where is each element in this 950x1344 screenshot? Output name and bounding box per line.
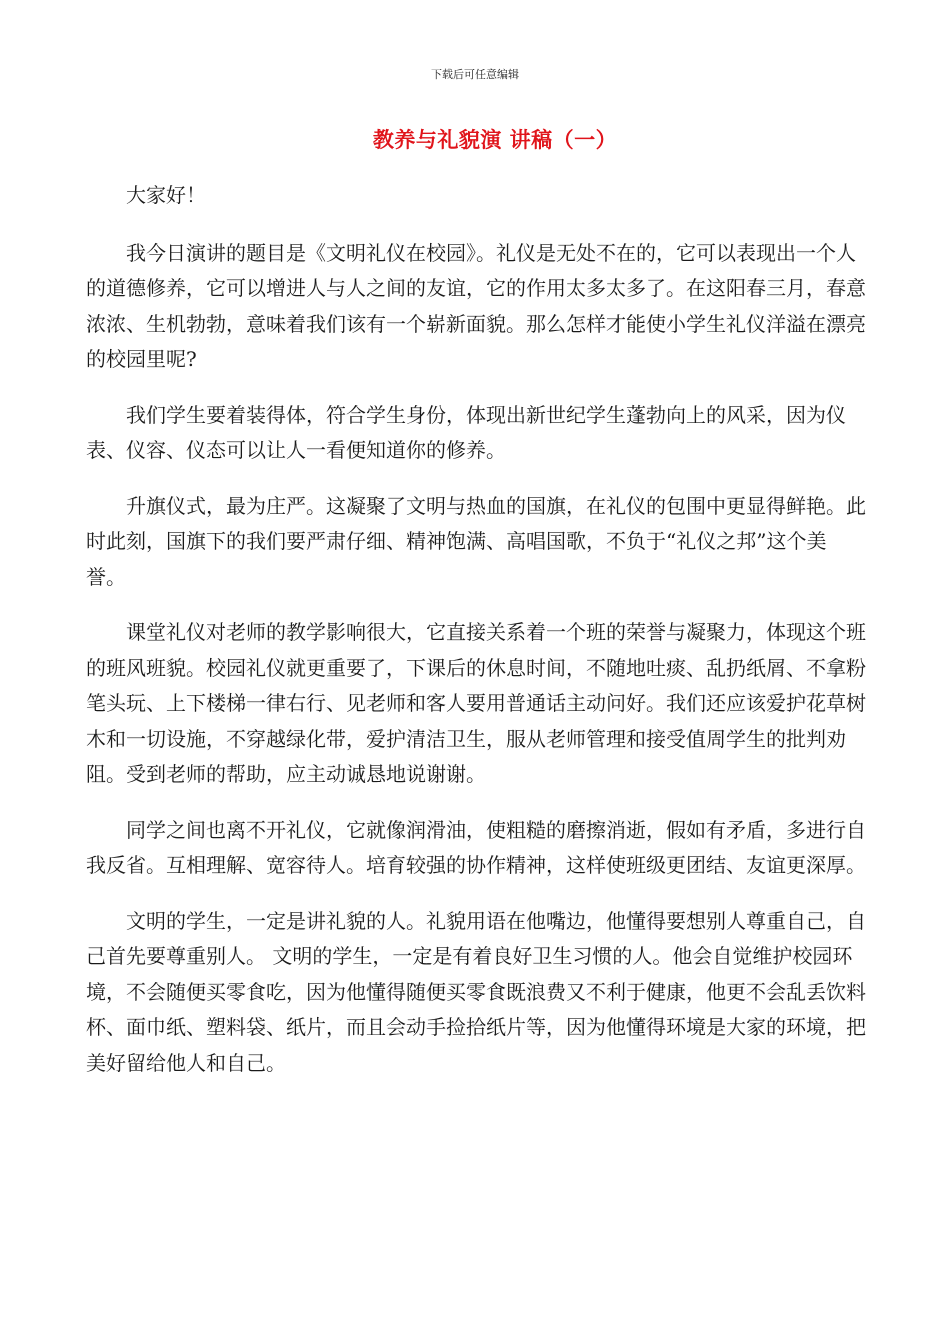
paragraph: 我们学生要着装得体，符合学生身份，体现出新世纪学生蓬勃向上的风采，因为仪表、仪容、仪态可以让人一看便知道你的修养。 <box>86 402 846 462</box>
document-body <box>86 178 866 1101</box>
document-title: 教养与礼貌演 讲稿（一） <box>372 127 618 152</box>
paragraph: 升旗仪式，最为庄严。这凝聚了文明与热血的国旗，在礼仪的包围中更显得鲜艳。此时此刻，国旗下的我们要严肃仔细、精神饱满、高唱国歌，不负于“礼仪之邦”这个美誉。 <box>86 493 866 589</box>
paragraph: 同学之间也离不开礼仪，它就像润滑油，使粗糙的磨擦消逝，假如有矛盾，多进行自我反省。互相理解、宽容待人。培育较强的协作精神，这样使班级更团结、友谊更深厚。 <box>86 817 866 877</box>
paragraph: 我今日演讲的题目是《文明礼仪在校园》。礼仪是无处不在的，它可以表现出一个人的道德修养，它可以增进人与人之间的友谊，它的作用太多太多了。在这阳春三月，春意浓浓、生机勃勃，意味着我们该有一个崭新面貌。那么怎样才能使小学生礼仪洋溢在漂亮的校园里呢? <box>86 240 866 371</box>
paragraph: 课堂礼仪对老师的教学影响很大，它直接关系着一个班的荣誉与凝聚力，体现这个班的班风班貌。校园礼仪就更重要了，下课后的休息时间，不随地吐痰、乱扔纸屑、不拿粉笔头玩、上下楼梯一律右行、见老师和客人要用普通话主动问好。我们还应该爱护花草树木和一切设施，不穿越绿化带，爱护清洁卫生，服从老师管理和接受值周学生的批判劝阻。受到老师的帮助，应主动诚恳地说谢谢。 <box>86 620 866 786</box>
paragraph: 文明的学生，一定是讲礼貌的人。礼貌用语在他嘴边，他懂得要想别人尊重自己，自己首先要尊重别人。 文明的学生，一定是有着良好卫生习惯的人。他会自觉维护校园环境，不会随便买零食吃，因为他懂得随便买零食既浪费又不利于健康，他更不会乱丢饮料杯、面巾纸、塑料袋、纸片，而且会动手捡拾纸片等，因为他懂得环境是大家的环境，把美好留给他人和自己。 <box>86 908 866 1075</box>
header-note: 下载后可任意编辑 <box>431 68 519 81</box>
paragraph-greeting: 大家好！ <box>126 183 206 207</box>
